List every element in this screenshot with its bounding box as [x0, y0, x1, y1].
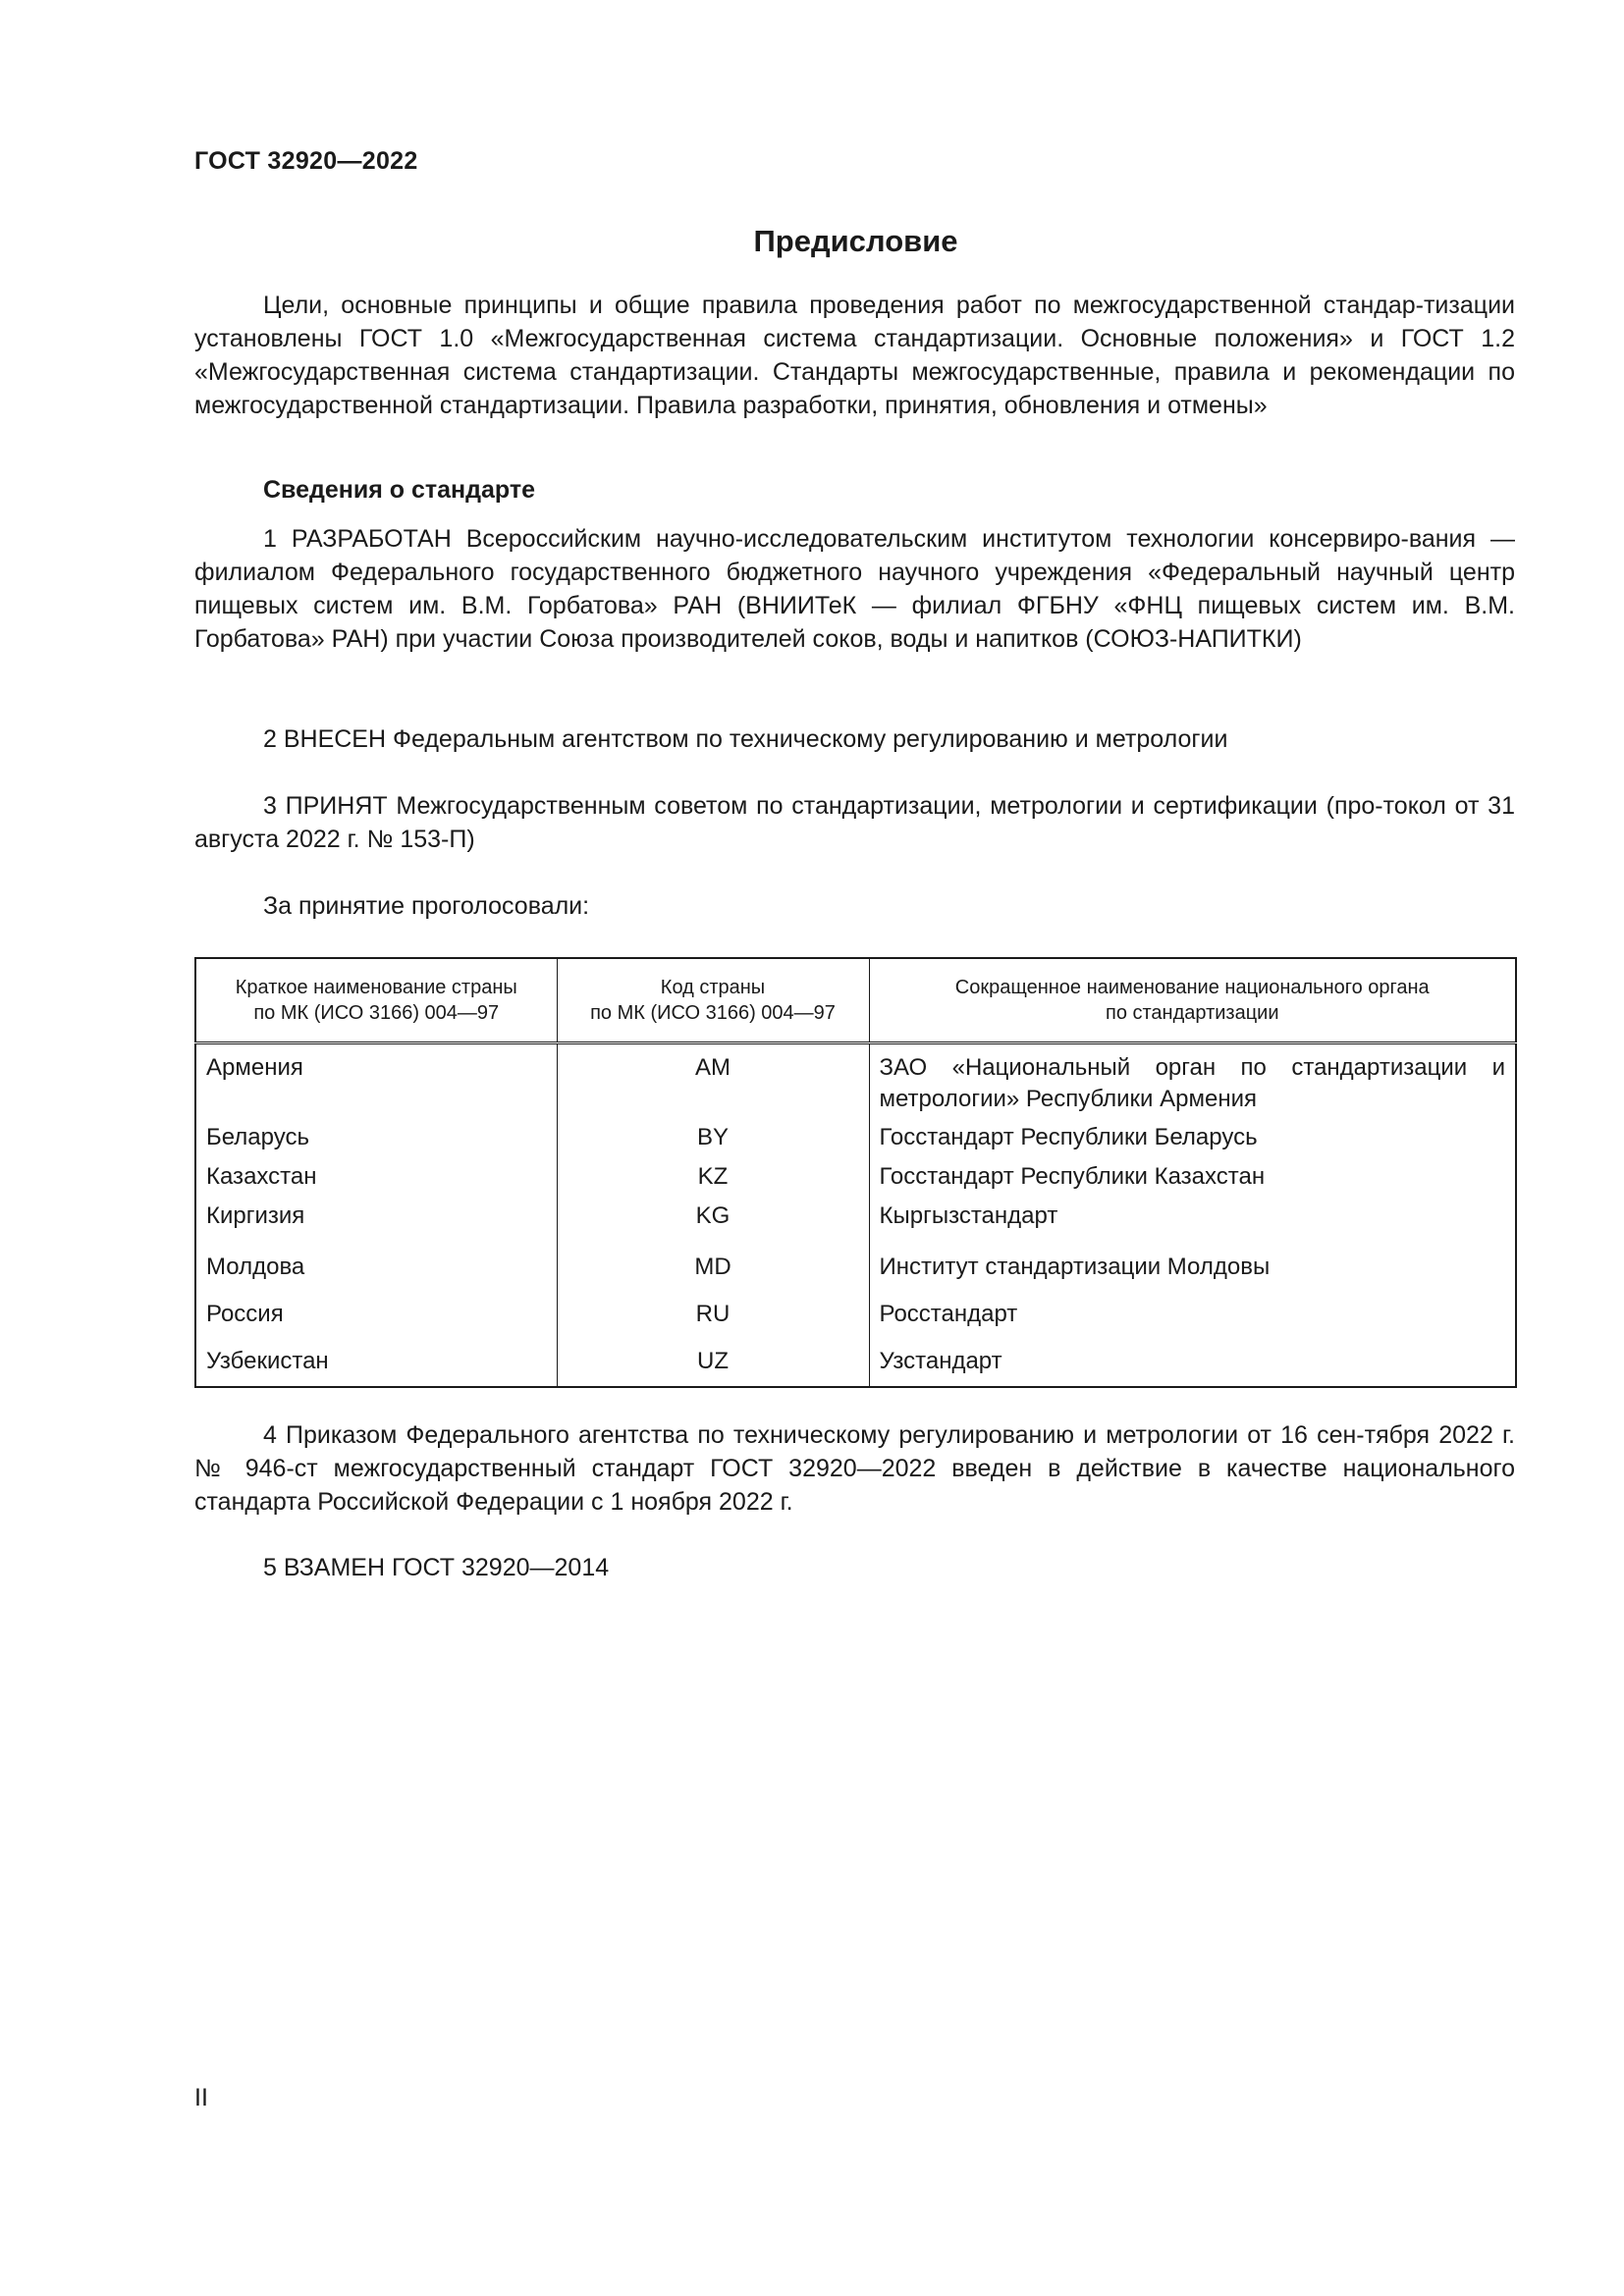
header-line: Код страны: [660, 977, 766, 998]
org-cell: Институт стандартизации Молдовы: [879, 1253, 1271, 1280]
header-line: Краткое наименование страны: [235, 977, 517, 998]
voted-label: За принятие проголосовали:: [263, 892, 590, 920]
country-cell: Киргизия: [195, 1201, 557, 1246]
page-title: Предисловие: [753, 224, 958, 258]
intro-paragraph: Цели, основные принципы и общие правила проведения работ по межгосударственной стандар-тизации установлены ГОСТ 1.0 «Межгосударственная система стандартизации. Основные положения» и ГОСТ 1.2 «Межгосударственная система стандартизации. Стандарты межгосударственные, правила и рекомендации по межгосударственной стандартизации. Правила разработки, принятия, обновления и отмены»: [194, 292, 1515, 419]
table-row: [195, 1043, 1516, 1122]
column-header-country: [195, 958, 557, 1043]
item-introduced: 2 ВНЕСЕН Федеральным агентством по техническому регулированию и метрологии: [263, 725, 1228, 753]
column-header-org: [869, 958, 1516, 1043]
header-line: Сокращенное наименование национального органа: [954, 977, 1430, 998]
table-header-row: [195, 958, 1516, 1043]
country-cell: Казахстан: [195, 1161, 557, 1201]
country-cell: Молдова: [195, 1246, 557, 1293]
table-row: [195, 1293, 1516, 1340]
document-code: ГОСТ 32920—2022: [194, 147, 418, 175]
country-cell: Россия: [195, 1293, 557, 1340]
page-number: II: [194, 2084, 208, 2111]
code-cell: KZ: [557, 1161, 869, 1201]
country-cell: Узбекистан: [195, 1340, 557, 1387]
header-line: по стандартизации: [1105, 1002, 1279, 1024]
item-adopted: 3 ПРИНЯТ Межгосударственным советом по стандартизации, метрологии и сертификации (про-токол от 31 августа 2022 г. № 153-П): [194, 792, 1515, 853]
org-cell: Госстандарт Республики Казахстан: [879, 1162, 1266, 1190]
org-cell: Узстандарт: [879, 1347, 1002, 1374]
country-cell: Армения: [195, 1043, 557, 1122]
code-cell: AM: [557, 1043, 869, 1122]
code-cell: UZ: [557, 1340, 869, 1387]
table-row: [195, 1246, 1516, 1293]
item-replaces: 5 ВЗАМЕН ГОСТ 32920—2014: [263, 1554, 610, 1581]
table-row: [195, 1122, 1516, 1161]
table-row: [195, 1161, 1516, 1201]
country-cell: Беларусь: [195, 1122, 557, 1161]
voting-countries-table: [194, 957, 1517, 1388]
table-row: [195, 1340, 1516, 1387]
header-line: по МК (ИСО 3166) 004—97: [590, 1002, 836, 1024]
org-cell: Росстандарт: [879, 1300, 1018, 1327]
org-cell: Госстандарт Республики Беларусь: [879, 1123, 1258, 1150]
item-developed: 1 РАЗРАБОТАН Всероссийским научно-исследовательским институтом технологии консервиро-вания — филиалом Федерального государственного бюджетного научного учреждения «Федеральный научный центр пищевых систем им. В.М. Горбатова» РАН (ВНИИТеК — филиал ФГБНУ «ФНЦ пищевых систем им. В.М. Горбатова» РАН) при участии Союза производителей соков, воды и напитков (СОЮЗ-НАПИТКИ): [194, 525, 1515, 653]
item-order: 4 Приказом Федерального агентства по техническому регулированию и метрологии от 16 сен-тября 2022 г. № 946-ст межгосударственный стандарт ГОСТ 32920—2022 введен в действие в качестве национального стандарта Российской Федерации с 1 ноября 2022 г.: [194, 1421, 1515, 1516]
code-cell: KG: [557, 1201, 869, 1246]
header-line: по МК (ИСО 3166) 004—97: [253, 1002, 500, 1024]
org-cell: Кыргызстандарт: [879, 1201, 1058, 1229]
org-cell: ЗАО «Национальный орган по стандартизации и метрологии» Республики Армения: [879, 1054, 1505, 1112]
code-cell: RU: [557, 1293, 869, 1340]
table-row: [195, 1201, 1516, 1246]
code-cell: MD: [557, 1246, 869, 1293]
section-heading: Сведения о стандарте: [263, 476, 536, 504]
column-header-code: [557, 958, 869, 1043]
code-cell: BY: [557, 1122, 869, 1161]
